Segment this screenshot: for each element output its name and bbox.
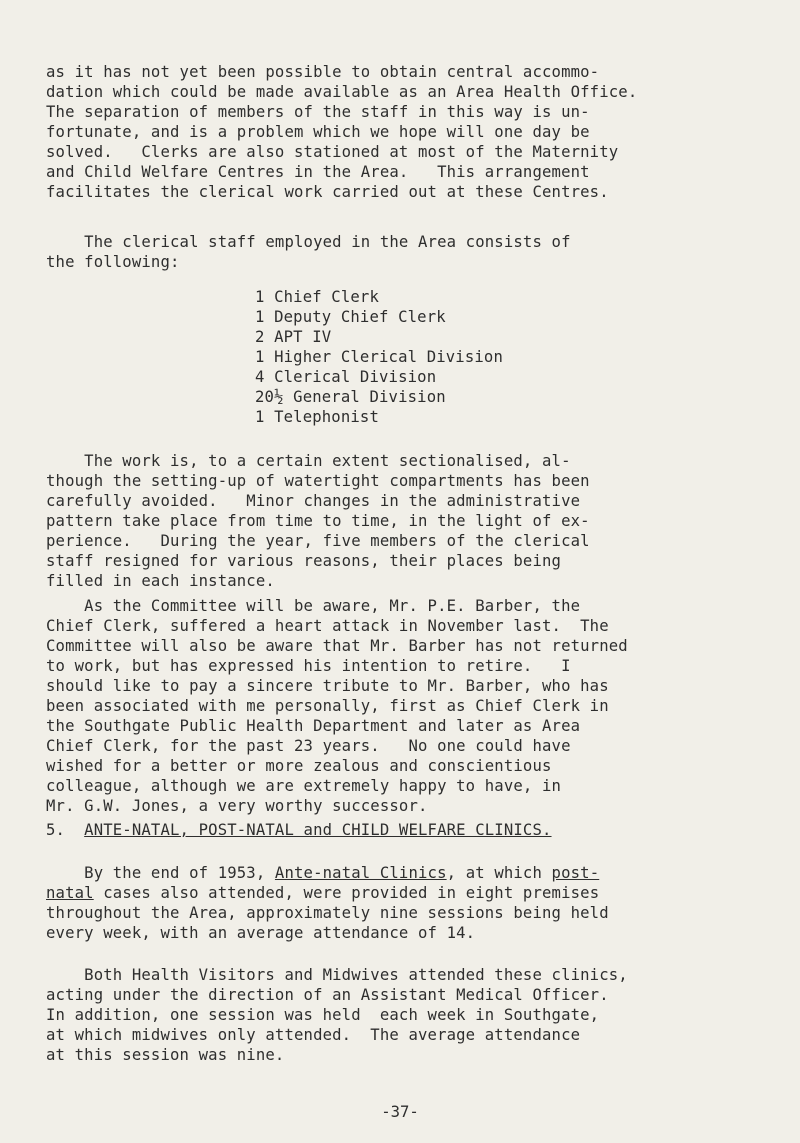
- underlined-term: natal: [46, 884, 94, 902]
- underlined-term: post-: [551, 864, 600, 882]
- list-item: 1 Chief Clerk: [255, 288, 379, 306]
- text-line: at which midwives only attended. The average attendance: [46, 1026, 581, 1044]
- list-item: 4 Clerical Division: [255, 368, 437, 386]
- text-line: the following:: [46, 253, 180, 271]
- text-line: facilitates the clerical work carried out at these Centres.: [46, 183, 609, 201]
- text-line: The separation of members of the staff in this way is un-: [46, 103, 590, 121]
- text-line: carefully avoided. Minor changes in the administrative: [46, 492, 581, 510]
- text-line: acting under the direction of an Assistant Medical Officer.: [46, 986, 609, 1004]
- text-segment: , at which: [446, 864, 552, 882]
- text-line: fortunate, and is a problem which we hope will one day be: [46, 123, 590, 141]
- text-line: colleague, although we are extremely happy to have, in: [46, 777, 562, 795]
- list-item: 20½ General Division: [255, 388, 446, 406]
- list-item: 1 Deputy Chief Clerk: [255, 308, 446, 326]
- text-segment: cases also attended, were provided in eight premises: [93, 884, 600, 902]
- text-line: dation which could be made available as an Area Health Office.: [46, 83, 638, 101]
- text-line: as it has not yet been possible to obtain central accommo-: [46, 63, 600, 81]
- text-line: [46, 863, 776, 883]
- paragraph-chief-clerk-tribute: [46, 596, 776, 816]
- text-line: throughout the Area, approximately nine sessions being held: [46, 904, 609, 922]
- text-line: The work is, to a certain extent sectionalised, al-: [46, 452, 571, 470]
- paragraph-ante-natal-clinics: [46, 863, 776, 943]
- section-title: ANTE-NATAL, POST-NATAL and CHILD WELFARE CLINICS.: [84, 821, 552, 839]
- text-line: at this session was nine.: [46, 1046, 285, 1064]
- page-number: -37-: [381, 1103, 419, 1121]
- underlined-term: Ante-natal Clinics: [274, 864, 447, 882]
- text-line: should like to pay a sincere tribute to Mr. Barber, who has: [46, 677, 609, 695]
- text-line: [46, 883, 776, 903]
- text-line: In addition, one session was held each week in Southgate,: [46, 1006, 600, 1024]
- text-segment: By the end of 1953,: [46, 864, 275, 882]
- text-line: filled in each instance.: [46, 572, 275, 590]
- text-line: solved. Clerks are also stationed at most of the Maternity: [46, 143, 619, 161]
- text-line: every week, with an average attendance of 14.: [46, 924, 476, 942]
- text-line: wished for a better or more zealous and conscientious: [46, 757, 552, 775]
- section-number: 5.: [46, 821, 66, 839]
- text-line: to work, but has expressed his intention to retire. I: [46, 657, 571, 675]
- text-line: staff resigned for various reasons, their places being: [46, 552, 562, 570]
- paragraph-clerical-staff-intro: [46, 232, 776, 272]
- text-line: though the setting-up of watertight compartments has been: [46, 472, 590, 490]
- text-line: perience. During the year, five members of the clerical: [46, 532, 590, 550]
- list-item: 1 Telephonist: [255, 408, 379, 426]
- paragraph-work-sectionalised: [46, 451, 776, 591]
- text-line: pattern take place from time to time, in the light of ex-: [46, 512, 590, 530]
- text-line: Chief Clerk, suffered a heart attack in November last. The: [46, 617, 609, 635]
- list-item: 1 Higher Clerical Division: [255, 348, 503, 366]
- text-line: Mr. G.W. Jones, a very worthy successor.: [46, 797, 428, 815]
- text-line: and Child Welfare Centres in the Area. This arrangement: [46, 163, 590, 181]
- section-heading: [46, 820, 552, 840]
- text-line: Both Health Visitors and Midwives attended these clinics,: [46, 966, 628, 984]
- paragraph-health-visitors-midwives: [46, 965, 776, 1065]
- list-item: 2 APT IV: [255, 328, 332, 346]
- text-line: the Southgate Public Health Department and later as Area: [46, 717, 581, 735]
- text-line: As the Committee will be aware, Mr. P.E. Barber, the: [46, 597, 581, 615]
- text-line: been associated with me personally, first as Chief Clerk in: [46, 697, 609, 715]
- text-line: Chief Clerk, for the past 23 years. No one could have: [46, 737, 571, 755]
- staff-list: [255, 287, 503, 427]
- text-line: The clerical staff employed in the Area consists of: [46, 233, 571, 251]
- text-line: Committee will also be aware that Mr. Barber has not returned: [46, 637, 628, 655]
- paragraph-office-accommodation: [46, 62, 776, 202]
